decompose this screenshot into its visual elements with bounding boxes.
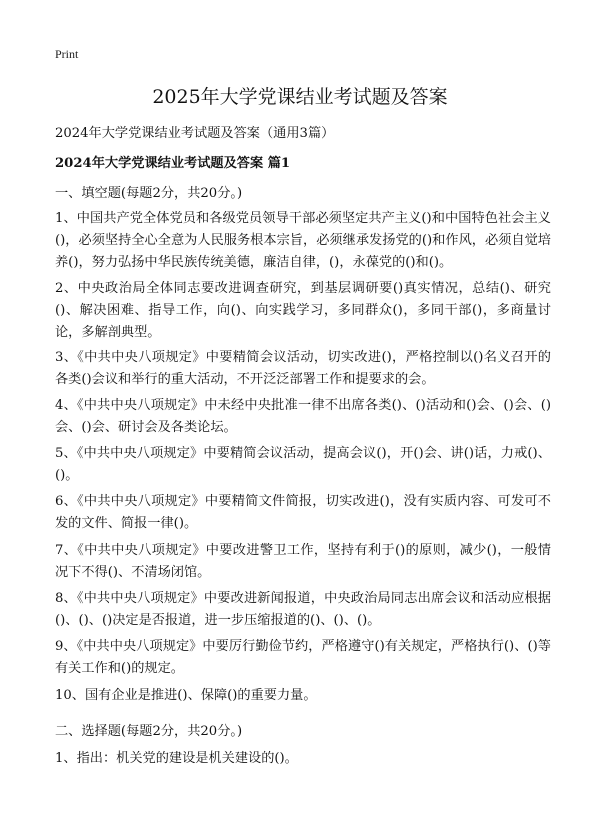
- fill-blank-question-6: 6、《中共中央八项规定》中要精简文件简报，切实改进()，没有实质内容、可发可不发的文件、简报一律()。: [55, 494, 551, 531]
- fill-blank-question-5: 5、《中共中央八项规定》中要精简会议活动，提高会议()，开()会、讲()话，力戒()、()。: [55, 446, 551, 483]
- fill-blank-question-4: 4、《中共中央八项规定》中未经中央批准一律不出席各类()、()活动和()会、()会、()会、()会、研讨会及各类论坛。: [55, 398, 551, 435]
- section-heading-multiple-choice: 二、选择题(每题2分，共20分。): [55, 724, 243, 739]
- fill-blank-question-10: 10、国有企业是推进()、保障()的重要力量。: [55, 688, 317, 703]
- part-title: 2024年大学党课结业考试题及答案 篇1: [55, 156, 291, 171]
- fill-blank-question-8: 8、《中共中央八项规定》中要改进新闻报道，中央政治局同志出席会议和活动应根据()、()、()决定是否报道，进一步压缩报道的()、()、()。: [55, 591, 551, 628]
- document-title: 2025年大学党课结业考试题及答案: [152, 86, 448, 108]
- fill-blank-question-7: 7、《中共中央八项规定》中要改进警卫工作，坚持有利于()的原则，减少()，一般情况下不得()、不清场闭馆。: [55, 543, 551, 580]
- fill-blank-question-2: 2、中央政治局全体同志要改进调查研究，到基层调研要()真实情况，总结()、研究()、解决困难、指导工作，向()、向实践学习，多同群众()，多同干部()，多商量讨论，多解剖典型。: [55, 281, 551, 340]
- document-subtitle: 2024年大学党课结业考试题及答案（通用3篇）: [55, 126, 335, 141]
- fill-blank-question-1: 1、中国共产党全体党员和各级党员领导干部必须坚定共产主义()和中国特色社会主义()，必须坚持全心全意为人民服务根本宗旨，必须继承发扬党的()和作风，必须自觉培养()，努力弘扬中华民族传统美德，廉洁自律，()，永葆党的()和()。: [55, 211, 551, 270]
- print-link[interactable]: Print: [55, 47, 79, 61]
- fill-blank-question-9: 9、《中共中央八项规定》中要厉行勤俭节约，严格遵守()有关规定，严格执行()、()等有关工作和()的规定。: [55, 639, 551, 676]
- section-heading-fill-blank: 一、填空题(每题2分，共20分。): [55, 186, 243, 201]
- multiple-choice-question-1: 1、指出：机关党的建设是机关建设的()。: [55, 751, 298, 766]
- fill-blank-question-3: 3、《中共中央八项规定》中要精简会议活动，切实改进()，严格控制以()名义召开的各类()会议和举行的重大活动，不开泛泛部署工作和提要求的会。: [55, 350, 551, 387]
